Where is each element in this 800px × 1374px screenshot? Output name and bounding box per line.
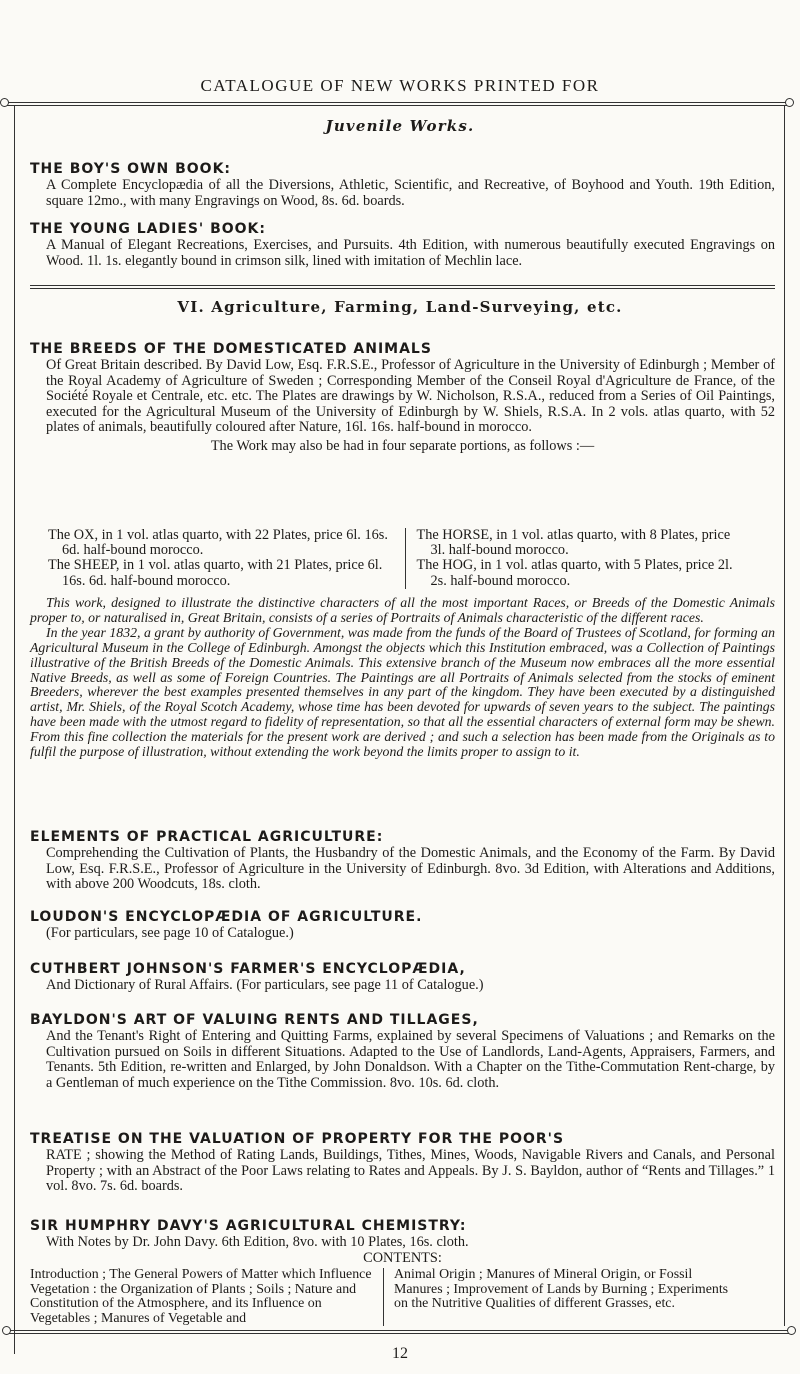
contents-right-column [384, 1268, 739, 1326]
corner-ring-top-right [785, 98, 794, 107]
entry-title: SIR HUMPHRY DAVY'S AGRICULTURAL CHEMISTRY: [30, 1218, 467, 1234]
portions-right-column [406, 528, 746, 589]
left-border [14, 106, 15, 1354]
entry-text: A Complete Encyclopædia of all the Diversions, Athletic, Scientific, and Recreative, of Boyhood and Youth. 19th Edition, square 12mo., with many Engravings on Wood, 8s. 6d. boards. [46, 177, 775, 209]
description-paragraph: In the year 1832, a grant by authority of Government, was made from the funds of the Board of Trustees of Scotland, for forming an Agricultural Museum in the College of Edinburgh. Amongst the objects which this Institution embraced, was a Collection of Paintings illustrative of the British Breeds of the Domestic Animals. This extensive branch of the Museum now embraces all the more essential Native Breeds, as well as some of Foreign Countries. The Paintings are all Portraits of Animals selected from the stocks of eminent Breeders, wherever the best examples presented themselves in any part of the kingdom. They have been executed by a distinguished artist, Mr. Shiels, of the Royal Scotch Academy, whose time has been devoted for upwards of seven years to the subject. The paintings have been made with the utmost regard to fidelity of representation, so that all the essential characters of external form may be shewn. From this fine collection the materials for the present work are derived ; and such a selection has been made from the Originals as to fulfil the purpose of illustration, without extending the work beyond the limits proper to assign to it. [30, 624, 775, 760]
bottom-rule [8, 1330, 790, 1334]
top-rule [6, 102, 788, 106]
entry-breeds [30, 340, 775, 455]
corner-ring-top-left [0, 98, 9, 107]
entry-title: LOUDON'S ENCYCLOPÆDIA OF AGRICULTURE. [30, 909, 423, 925]
description-paragraph: This work, designed to illustrate the distinctive characters of all the most important Races, or Breeds of the Domestic Animals proper to, or naturalised in, Great Britain, consists of a series of Portraits of Animals characteristic of the different races. [30, 595, 775, 625]
portion-ox: The OX, in 1 vol. atlas quarto, with 22 Plates, price 6l. 16s. 6d. half-bound morocco. [48, 527, 388, 559]
entry-cuthbert [30, 960, 775, 994]
contents-left-column [30, 1268, 384, 1326]
entry-text: Comprehending the Cultivation of Plants, the Husbandry of the Domestic Animals, and the Economy of the Farm. By David Low, Esq. F.R.S.E., Professor of Agriculture in the University of Edinburgh. 8vo. 3d Edition, with Alterations and Additions, with above 200 Woodcuts, 18s. cloth. [46, 845, 775, 893]
entry-title: CUTHBERT JOHNSON'S FARMER'S ENCYCLOPÆDIA, [30, 961, 466, 977]
entry-text: And the Tenant's Right of Entering and Quitting Farms, explained by several Specimens of Valuations ; and Remarks on the Cultivation pursued on Soils in different Situations. Adapted to the Use of Landlords, Land-Agents, Appraisers, Farmers, and Tenants. 5th Edition, re-written and Enlarged, by John Donaldson. With a Chapter on the Tithe-Commutation Rent-charge, by a Gentleman of much experience on the Tithe Commission. 8vo. 10s. 6d. cloth. [46, 1028, 775, 1091]
portions-columns [48, 528, 746, 589]
right-border [784, 106, 785, 1326]
entry-text: RATE ; showing the Method of Rating Lands, Buildings, Tithes, Mines, Woods, Navigable Rivers and Canals, and Personal Property ; with an Abstract of the Poor Laws relating to Rates and Appeals. By J. S. Bayldon, author of “Rents and Tillages.” 1 vol. 8vo. 7s. 6d. boards. [46, 1147, 775, 1195]
entry-text: Of Great Britain described. By David Low, Esq. F.R.S.E., Professor of Agriculture in the University of Edinburgh ; Member of the Royal Academy of Agriculture of Sweden ; Corresponding Member of the Conseil Royal d'Agriculture de France, of the Société Royale et Centrale, etc. etc. The Plates are drawings by W. Nicholson, R.S.A., reduced from a Series of Oil Paintings, executed for the Agricultural Museum of the University of Edinburgh by W. Shiels, R.S.A. In 2 vols. atlas quarto, with 52 plates of animals, beautifully coloured after Nature, 16l. 16s. half-bound in morocco. [46, 357, 775, 436]
entry-text: With Notes by Dr. John Davy. 6th Edition, 8vo. with 10 Plates, 16s. cloth. [46, 1234, 469, 1250]
portion-sheep: The SHEEP, in 1 vol. atlas quarto, with 21 Plates, price 6l. 16s. 6d. half-bound morocco. [48, 557, 383, 589]
entry-young-ladies-book [30, 220, 775, 269]
entry-bayldon [30, 1011, 775, 1091]
entry-title: TREATISE ON THE VALUATION OF PROPERTY FOR THE POOR'S [30, 1131, 565, 1147]
entry-title: BAYLDON'S ART OF VALUING RENTS AND TILLAGES, [30, 1012, 479, 1028]
entry-title: THE BREEDS OF THE DOMESTICATED ANIMALS [30, 341, 432, 357]
entry-text: (For particulars, see page 10 of Catalogue.) [46, 925, 294, 941]
portion-hog: The HOG, in 1 vol. atlas quarto, with 5 Plates, price 2l. 2s. half-bound morocco. [416, 557, 733, 589]
entry-treatise [30, 1130, 775, 1195]
entry-title: THE YOUNG LADIES' BOOK: [30, 221, 267, 237]
running-header: CATALOGUE OF NEW WORKS PRINTED FOR [200, 76, 600, 95]
entry-title: THE BOY'S OWN BOOK: [30, 161, 232, 177]
contents-text: Animal Origin ; Manures of Mineral Origin, or Fossil Manures ; Improvement of Lands by Burning ; Experiments on the Nutritive Qualities of different Grasses, etc. [394, 1267, 729, 1312]
contents-label: CONTENTS: [363, 1249, 442, 1266]
corner-ring-bottom-right [787, 1326, 796, 1335]
section-heading-juvenile: Juvenile Works. [325, 117, 475, 135]
portions-left-column [48, 528, 406, 589]
portions-note: The Work may also be had in four separate portions, as follows :— [210, 437, 595, 454]
entry-title: ELEMENTS OF PRACTICAL AGRICULTURE: [30, 829, 384, 845]
entry-elements [30, 828, 775, 893]
section-divider [30, 285, 775, 289]
portion-horse: The HORSE, in 1 vol. atlas quarto, with 8 Plates, price 3l. half-bound morocco. [416, 527, 731, 559]
page-number: 12 [392, 1345, 408, 1362]
entry-text: A Manual of Elegant Recreations, Exercises, and Pursuits. 4th Edition, with numerous beautifully executed Engravings on Wood. 1l. 1s. elegantly bound in crimson silk, lined with imitation of Mechlin lace. [46, 237, 775, 269]
contents-text: Introduction ; The General Powers of Matter which Influence Vegetation : the Organization of Plants ; Soils ; Nature and Constitution of the Atmosphere, and its Influence on Vegetables ; Manures of Vegetable and [30, 1267, 372, 1326]
contents-columns [30, 1268, 750, 1326]
breeds-description [30, 596, 775, 760]
section-heading-agriculture: VI. Agriculture, Farming, Land-Surveying, etc. [177, 298, 623, 316]
entry-boys-own-book [30, 160, 775, 209]
corner-ring-bottom-left [2, 1326, 11, 1335]
entry-loudon [30, 908, 775, 942]
entry-davy [30, 1217, 775, 1266]
entry-text: And Dictionary of Rural Affairs. (For particulars, see page 11 of Catalogue.) [46, 977, 484, 993]
